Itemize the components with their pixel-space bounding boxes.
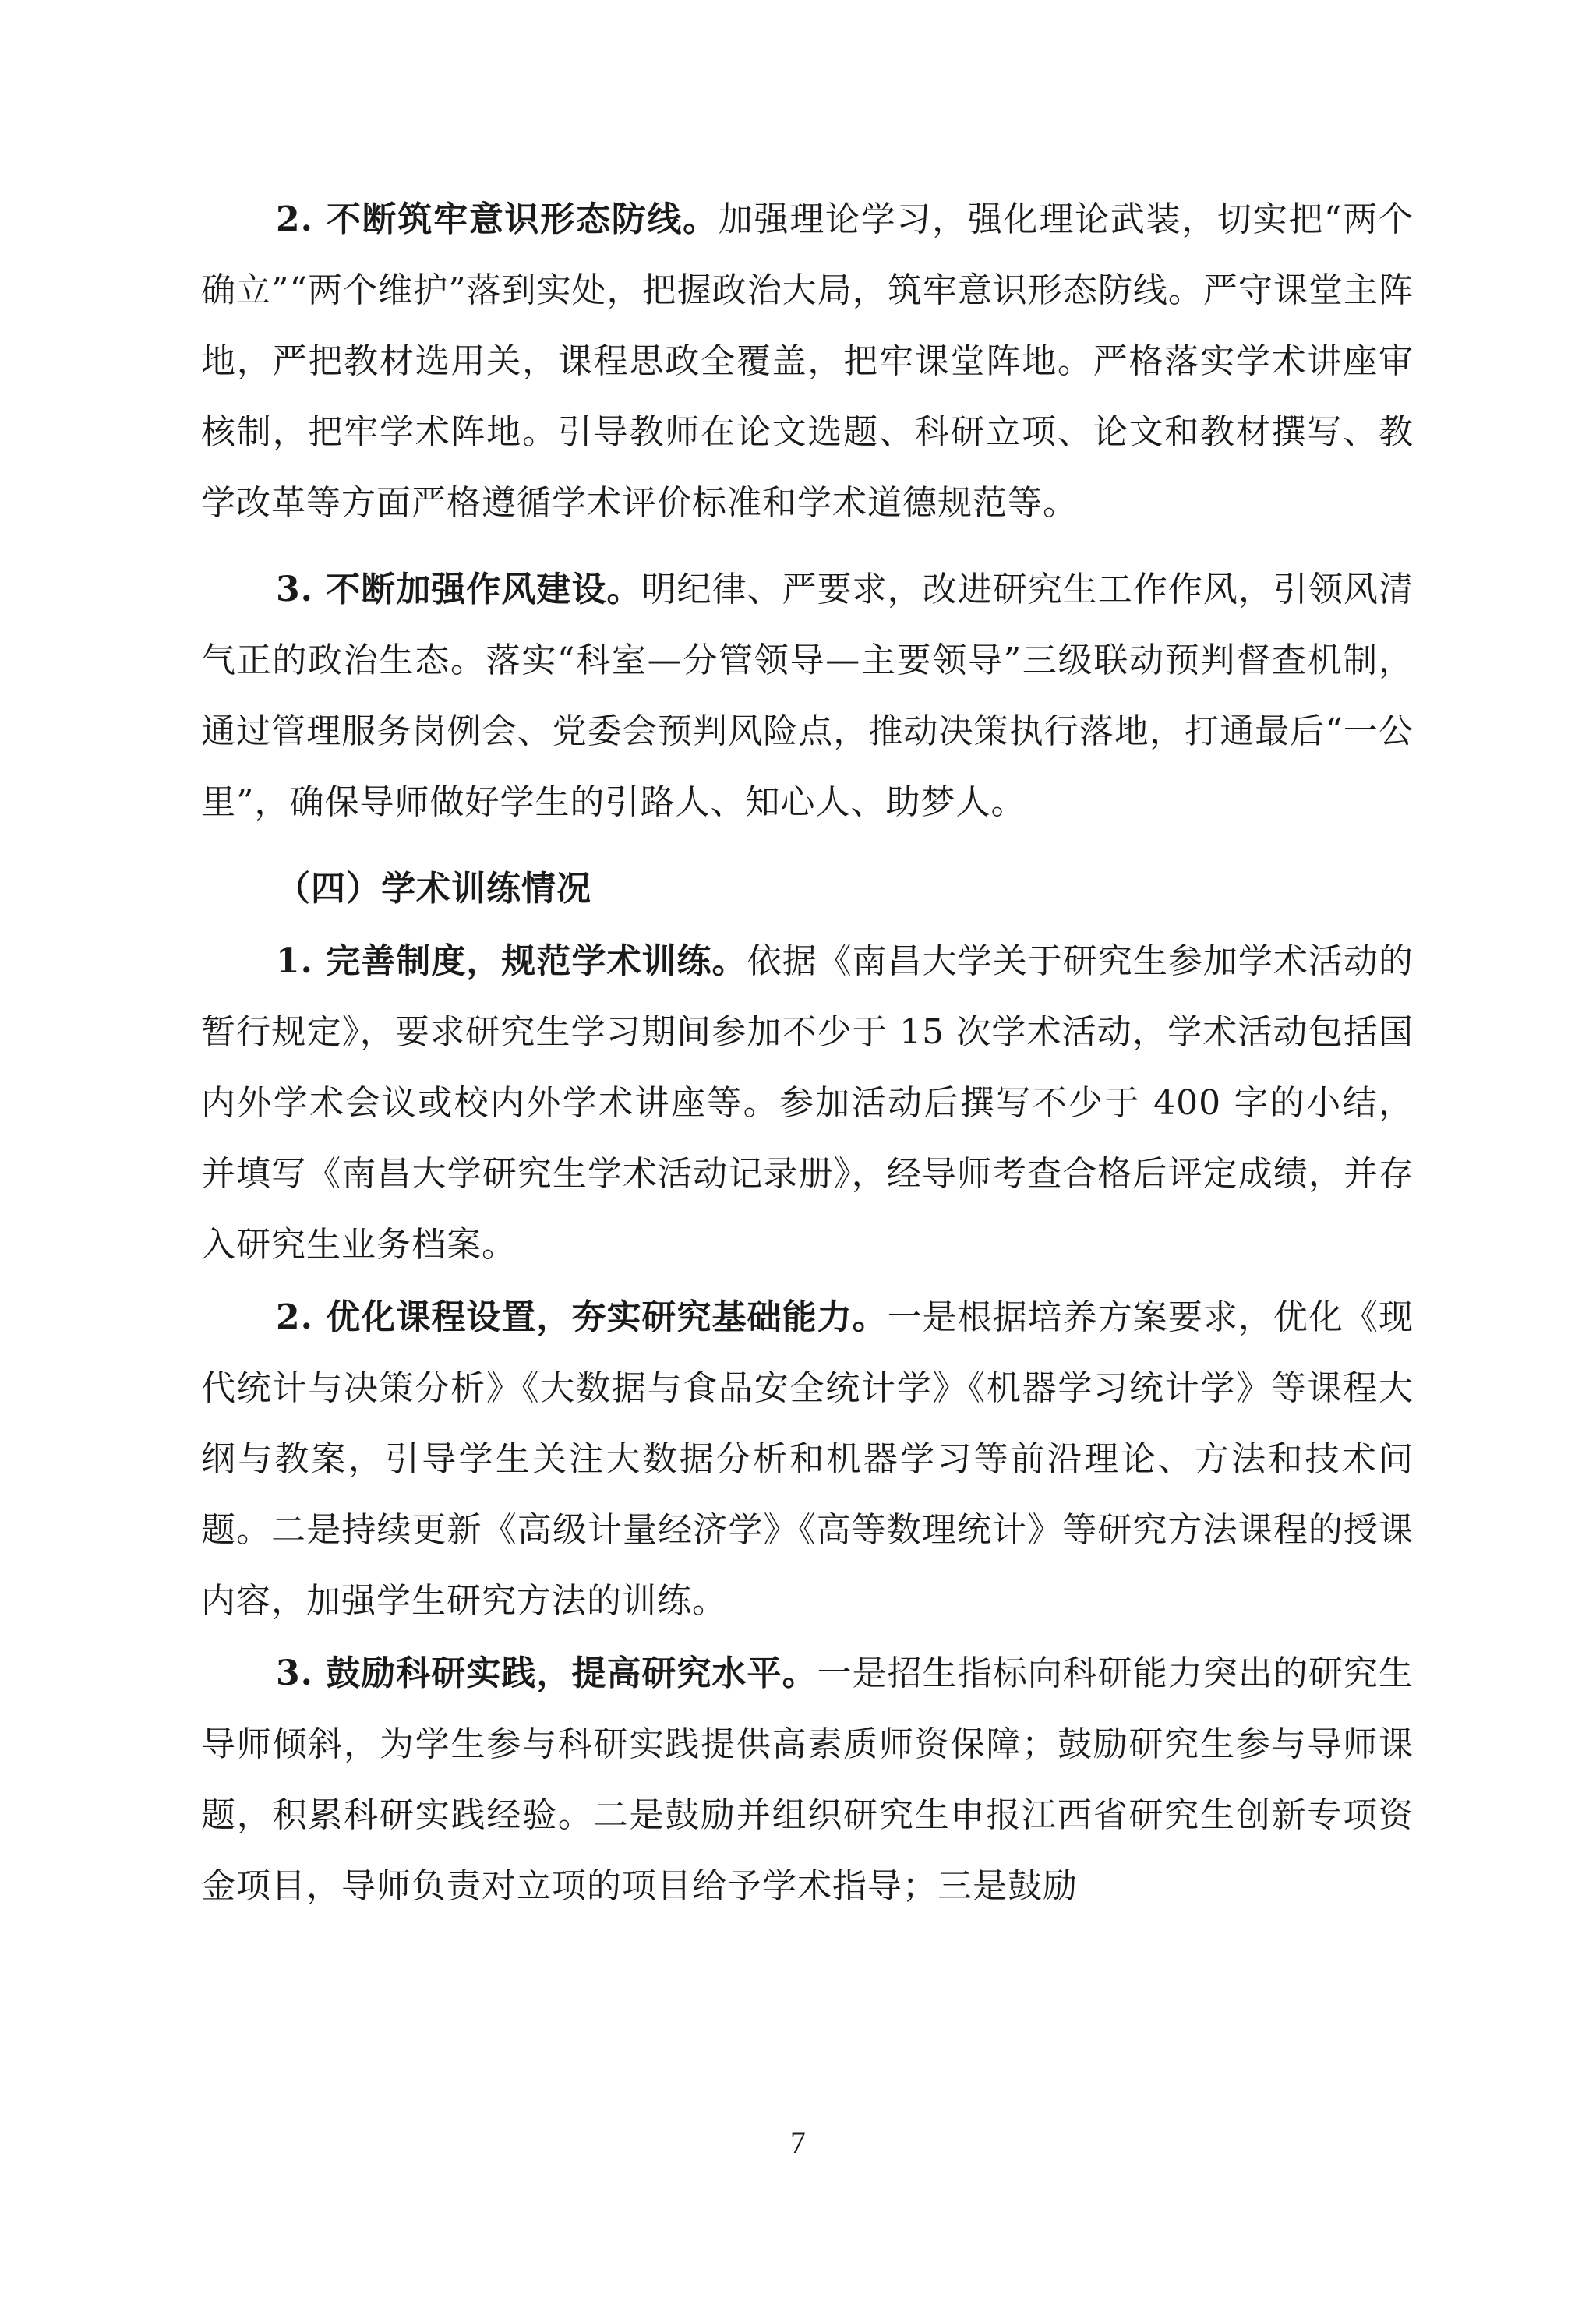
document-body — [201, 184, 1414, 1923]
paragraph-work-style — [201, 554, 1414, 838]
paragraph-course-setup — [201, 1282, 1414, 1636]
paragraph-academic-system — [201, 926, 1414, 1280]
paragraph-body: 一是根据培养方案要求，优化《现代统计与决策分析》《大数据与食品安全统计学》《机器学习统计学》等课程大纲与教案，引导学生关注大数据分析和机器学习等前沿理论、方法和技术问题。二是持续更新《高级计量经济学》《高等数理统计》等研究方法课程的授课内容，加强学生研究方法的训练。 — [201, 1297, 1414, 1621]
paragraph-body: 明纪律、严要求，改进研究生工作作风，引领风清气正的政治生态。落实“科室—分管领导—主要领导”三级联动预判督查机制，通过管理服务岗例会、党委会预判风险点，推动决策执行落地，打通最后“一公里”，确保导师做好学生的引路人、知心人、助梦人。 — [201, 570, 1414, 822]
paragraph-lead: 1. 完善制度，规范学术训练。 — [276, 941, 747, 981]
paragraph-lead: 3. 不断加强作风建设。 — [276, 570, 642, 609]
paragraph-lead: 3. 鼓励科研实践，提高研究水平。 — [276, 1653, 817, 1693]
paragraph-research-practice — [201, 1638, 1414, 1922]
paragraph-lead: 2. 优化课程设置，夯实研究基础能力。 — [276, 1297, 888, 1337]
paragraph-body: 加强理论学习，强化理论武装，切实把“两个确立”“两个维护”落到实处，把握政治大局，筑牢意识形态防线。严守课堂主阵地，严把教材选用关，课程思政全覆盖，把牢课堂阵地。严格落实学术讲座审核制，把牢学术阵地。引导教师在论文选题、科研立项、论文和教材撰写、教学改革等方面严格遵循学术评价标准和学术道德规范等。 — [201, 199, 1414, 523]
paragraph-lead: 2. 不断筑牢意识形态防线。 — [276, 199, 719, 239]
paragraph-body: 依据《南昌大学关于研究生参加学术活动的暂行规定》，要求研究生学习期间参加不少于 15 次学术活动，学术活动包括国内外学术会议或校内外学术讲座等。参加活动后撰写不少于 400 字的小结，并填写《南昌大学研究生学术活动记录册》，经导师考查合格后评定成绩，并存入研究生业务档案。 — [201, 941, 1414, 1265]
section-heading: （四）学术训练情况 — [276, 869, 591, 909]
paragraph-body: 一是招生指标向科研能力突出的研究生导师倾斜，为学生参与科研实践提供高素质师资保障；鼓励研究生参与导师课题，积累科研实践经验。二是鼓励并组织研究生申报江西省研究生创新专项资金项目，导师负责对立项的项目给予学术指导；三是鼓励 — [201, 1653, 1414, 1906]
page-number: 7 — [790, 2125, 806, 2160]
paragraph-ideology-defense — [201, 184, 1414, 538]
